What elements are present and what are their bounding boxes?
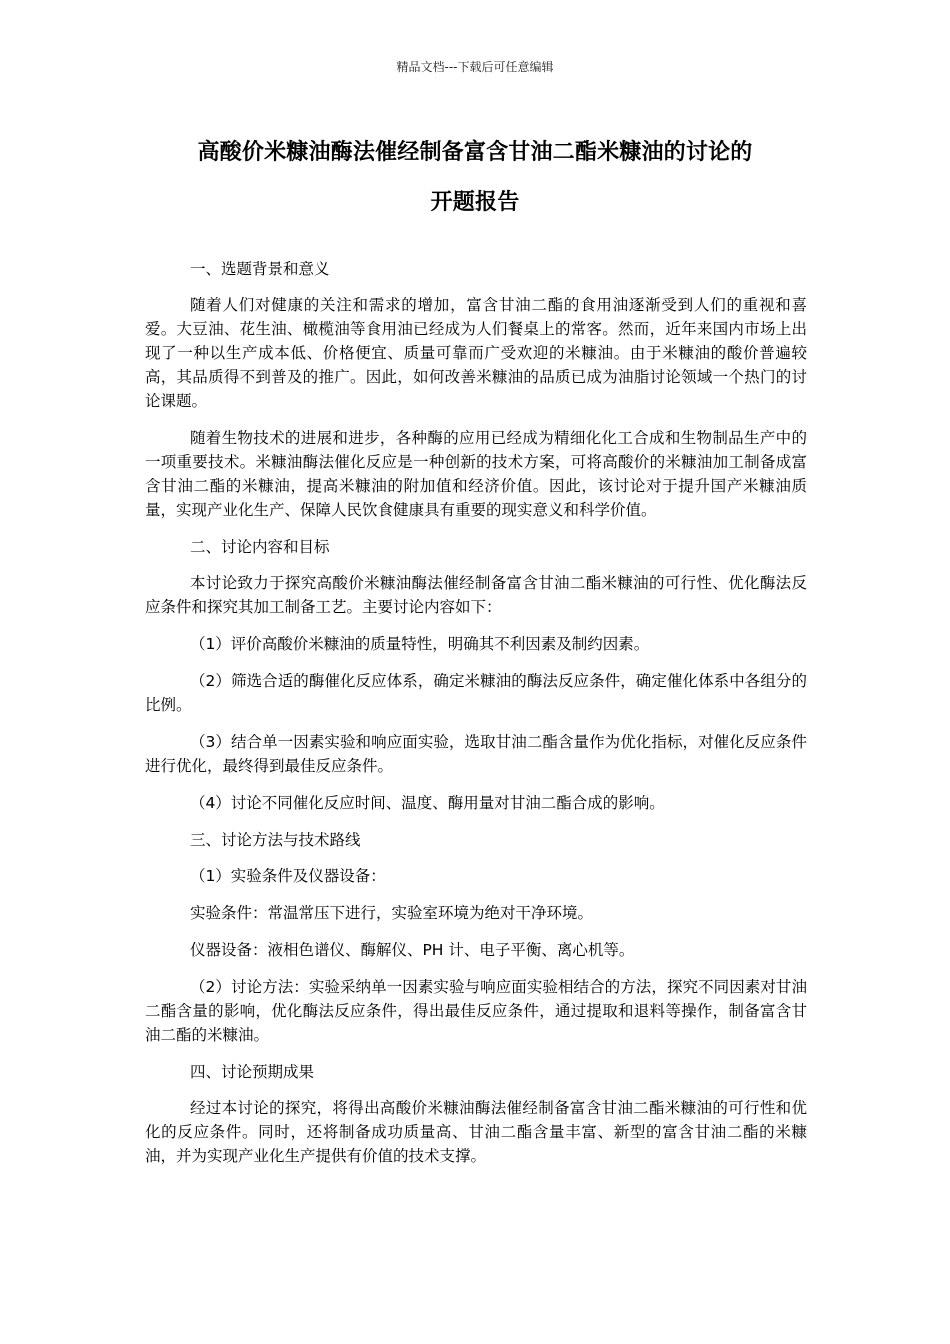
list-item-methods-2: （2）讨论方法：实验采纳单一因素实验与响应面实验相结合的方法，探究不同因素对甘油二酯含量的影响，优化酶法反应条件，得出最佳反应条件，通过提取和退料等操作，制备富含甘油二酯的米糠油。 <box>145 978 807 1044</box>
paragraph-outcomes: 经过本讨论的探究，将得出高酸价米糠油酶法催经制备富含甘油二酯米糠油的可行性和优化的反应条件。同时，还将制备成功质量高、甘油二酯含量丰富、新型的富含甘油二酯的米糠油，并为实现产业化生产提供有价值的技术支撑。 <box>145 1099 807 1165</box>
title-line-2: 开题报告 <box>430 190 520 215</box>
section-heading-background: 一、选题背景和意义 <box>189 260 330 278</box>
list-item-methods-1: （1）实验条件及仪器设备： <box>189 867 386 885</box>
section-heading-methods: 三、讨论方法与技术路线 <box>189 831 361 849</box>
paragraph-content-intro: 本讨论致力于探究高酸价米糠油酶法催经制备富含甘油二酯米糠油的可行性、优化酶法反应条件和探究其加工制备工艺。主要讨论内容如下： <box>145 574 807 616</box>
document-title <box>140 128 810 228</box>
paragraph-instruments: 仪器设备：液相色谱仪、酶解仪、PH 计、电子平衡、离心机等。 <box>189 941 635 959</box>
list-item-content-4: （4）讨论不同催化反应时间、温度、酶用量对甘油二酯合成的影响。 <box>189 794 665 812</box>
list-item-content-2: （2）筛选合适的酶催化反应体系，确定米糠油的酶法反应条件，确定催化体系中各组分的比例。 <box>145 672 807 714</box>
title-line-1: 高酸价米糠油酶法催经制备富含甘油二酯米糠油的讨论的 <box>197 140 753 165</box>
page-header: 精品文档---下载后可任意编辑 <box>396 60 554 74</box>
document-body <box>145 257 807 1181</box>
paragraph-background-1: 随着人们对健康的关注和需求的增加，富含甘油二酯的食用油逐渐受到人们的重视和喜爱。大豆油、花生油、橄榄油等食用油已经成为人们餐桌上的常客。然而，近年来国内市场上出现了一种以生产成本低、价格便宜、质量可靠而广受欢迎的米糠油。由于米糠油的酸价普遍较高，其品质得不到普及的推广。因此，如何改善米糠油的品质已成为油脂讨论领域一个热门的讨论课题。 <box>145 296 807 410</box>
list-item-content-3: （3）结合单一因素实验和响应面实验，选取甘油二酯含量作为优化指标，对催化反应条件进行优化，最终得到最佳反应条件。 <box>145 733 807 775</box>
section-heading-content: 二、讨论内容和目标 <box>189 538 330 556</box>
list-item-content-1: （1）评价高酸价米糠油的质量特性，明确其不利因素及制约因素。 <box>189 635 650 653</box>
paragraph-background-2: 随着生物技术的进展和进步，各种酶的应用已经成为精细化化工合成和生物制品生产中的一项重要技术。米糠油酶法催化反应是一种创新的技术方案，可将高酸价的米糠油加工制备成富含甘油二酯的米糠油，提高米糠油的附加值和经济价值。因此，该讨论对于提升国产米糠油质量，实现产业化生产、保障人民饮食健康具有重要的现实意义和科学价值。 <box>145 429 807 519</box>
paragraph-experiment-conditions: 实验条件：常温常压下进行，实验室环境为绝对干净环境。 <box>189 904 593 922</box>
section-heading-outcomes: 四、讨论预期成果 <box>189 1063 314 1081</box>
